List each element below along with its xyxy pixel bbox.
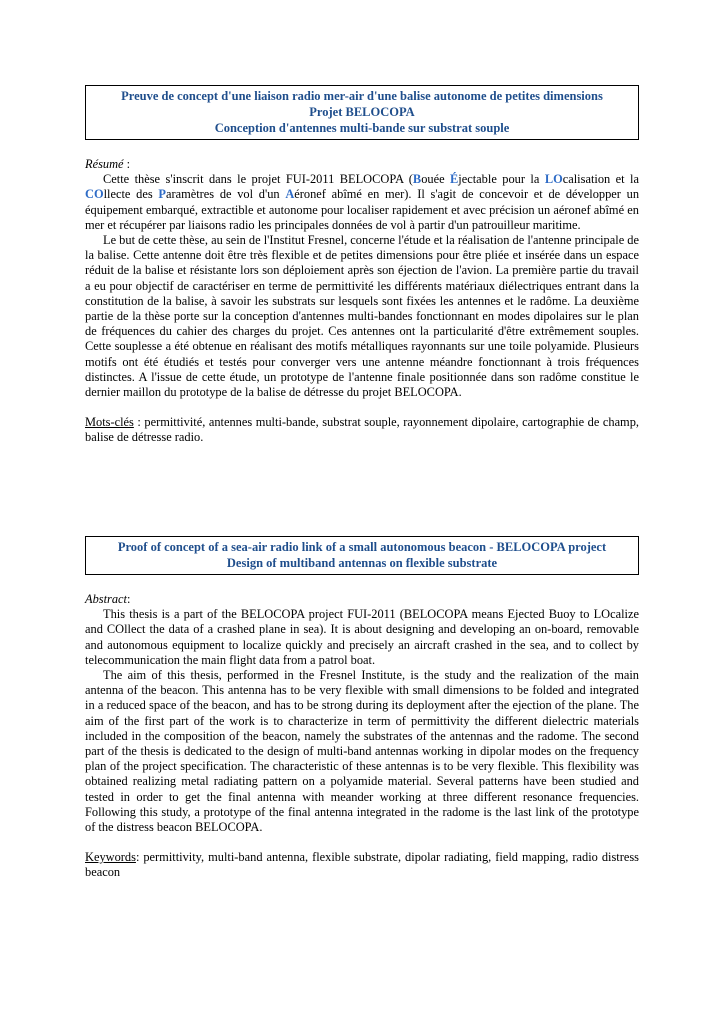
abstract-heading bbox=[85, 592, 639, 607]
resume-heading bbox=[85, 157, 639, 172]
french-title-line-1: Preuve de concept d'une liaison radio mer-air d'une balise autonome de petites dimensions bbox=[121, 89, 603, 103]
french-keywords bbox=[85, 415, 639, 445]
english-title-line-2: Design of multiband antennas on flexible substrate bbox=[226, 556, 498, 570]
acronym-letter-p: P bbox=[158, 187, 166, 202]
resume-paragraph-2: Le but de cette thèse, au sein de l'Institut Fresnel, concerne l'étude et la réalisation de l'antenne principale de la balise. Cette antenne doit être très flexible et de petites dimensions pour être pliée et insérée dans un espace réduit de la balise et résistante lors son déploiement après son éjection de l'avion. La première partie du travail a eu pour objectif de caractériser en terme de permittivité les différents matériaux diélectriques entrant dans la constitution de la balise, à savoir les substrats sur lesquels sont fixées les antennes et le radôme. La deuxième partie de la thèse porte sur la conception d'antennes multi-bandes fonctionnant en modes dipolaires sur le plan de fréquences du cahier des charges du projet. Ces antennes ont la particularité d'être extrêmement souples. Cette souplesse a été obtenue en réalisant des motifs métalliques rayonnants sur une toile polyamide. Plusieurs motifs ont été étudiés et testés pour converger vers une antenne méandre fonctionnant à trois fréquences distinctes. A l'issue de cette étude, un prototype de l'antenne finale positionnée dans son radôme constitue le dernier maillon du prototype de la balise de détresse du projet BELOCOPA. bbox=[85, 233, 639, 400]
french-section bbox=[85, 85, 639, 446]
abstract-label-suffix: : bbox=[127, 592, 131, 606]
acronym-letters-lo: LO bbox=[544, 172, 563, 187]
french-title-line-3: Conception d'antennes multi-bande sur substrat souple bbox=[214, 121, 510, 135]
french-title-box bbox=[85, 85, 639, 140]
abstract-paragraph-1: This thesis is a part of the BELOCOPA project FUI-2011 (BELOCOPA means Ejected Buoy to LOcalize and COllect the data of a crashed plane in sea). It is about designing and developing an on-board, removable and autonomous equipment to localize quickly and precisely an aircraft crashed in the sea, and to collect by telecommunication the main flight data from a patrol boat. bbox=[85, 607, 639, 667]
mots-cles-label: Mots-clés bbox=[85, 415, 134, 430]
abstract-label: Abstract bbox=[85, 592, 127, 606]
english-keywords bbox=[85, 850, 639, 880]
resume-p1-text: éronef abîmé en mer). Il s'agit de concevoir et de développer un équipement embarqué, extractible et autonome pour localiser rapidement et avec précision un aéronef abîmé en mer et récupérer par liaisons radio les principales données de vol à partir d'un patrouilleur maritime. bbox=[85, 187, 640, 232]
resume-p1-text: aramètres de vol d'un bbox=[165, 187, 286, 202]
english-section bbox=[85, 536, 639, 881]
french-title-line-2: Projet BELOCOPA bbox=[309, 105, 415, 119]
english-title-box bbox=[85, 536, 639, 575]
resume-p1-text: llecte des bbox=[103, 187, 159, 202]
resume-p1-text: ouée bbox=[421, 172, 451, 187]
abstract-paragraph-2: The aim of this thesis, performed in the Fresnel Institute, is the study and the realization of the main antenna of the beacon. This antenna has to be very flexible with small dimensions to be folded and integrated in a reduced space of the beacon, and has to be strong during its deployment after the ejection of the plane. The aim of the first part of the work is to characterize in term of permittivity the different dielectric materials included in the composition of the beacon, namely the substrates of the antennas and the radome. The second part of the thesis is dedicated to the design of multi-band antennas working in dipolar modes on the frequency plan of the project specification. The characteristic of these antennas is to be very flexible. This flexibility was obtained realizing metal radiating pattern on a polyamide material. Several patterns have been studied and tested in order to get the final antenna with meander working at three different resonance frequencies. Following this study, a prototype of the final antenna integrated in the radome is the last link of the prototype of the distress beacon BELOCOPA. bbox=[85, 668, 639, 835]
acronym-letter-b: B bbox=[412, 172, 422, 187]
resume-label: Résumé bbox=[85, 157, 124, 171]
keywords-text: : permittivity, multi-band antenna, flexible substrate, dipolar radiating, field mapping, radio distress beacon bbox=[85, 850, 639, 880]
resume-paragraph-1 bbox=[85, 172, 639, 233]
resume-p1-text: Cette thèse s'inscrit dans le projet FUI-2011 BELOCOPA ( bbox=[103, 172, 413, 187]
mots-cles-text: : permittivité, antennes multi-bande, substrat souple, rayonnement dipolaire, cartographie de champ, balise de détresse radio. bbox=[85, 415, 639, 445]
resume-p1-text: calisation et la bbox=[562, 172, 640, 187]
acronym-letter-a: A bbox=[285, 187, 295, 202]
keywords-label: Keywords bbox=[85, 850, 136, 865]
english-title-line-1: Proof of concept of a sea-air radio link of a small autonomous beacon - BELOCOPA project bbox=[117, 540, 607, 554]
resume-label-suffix: : bbox=[123, 157, 131, 171]
resume-p1-text: jectable pour la bbox=[458, 172, 545, 187]
acronym-letters-co: CO bbox=[85, 187, 104, 202]
acronym-letter-e: É bbox=[450, 172, 459, 187]
